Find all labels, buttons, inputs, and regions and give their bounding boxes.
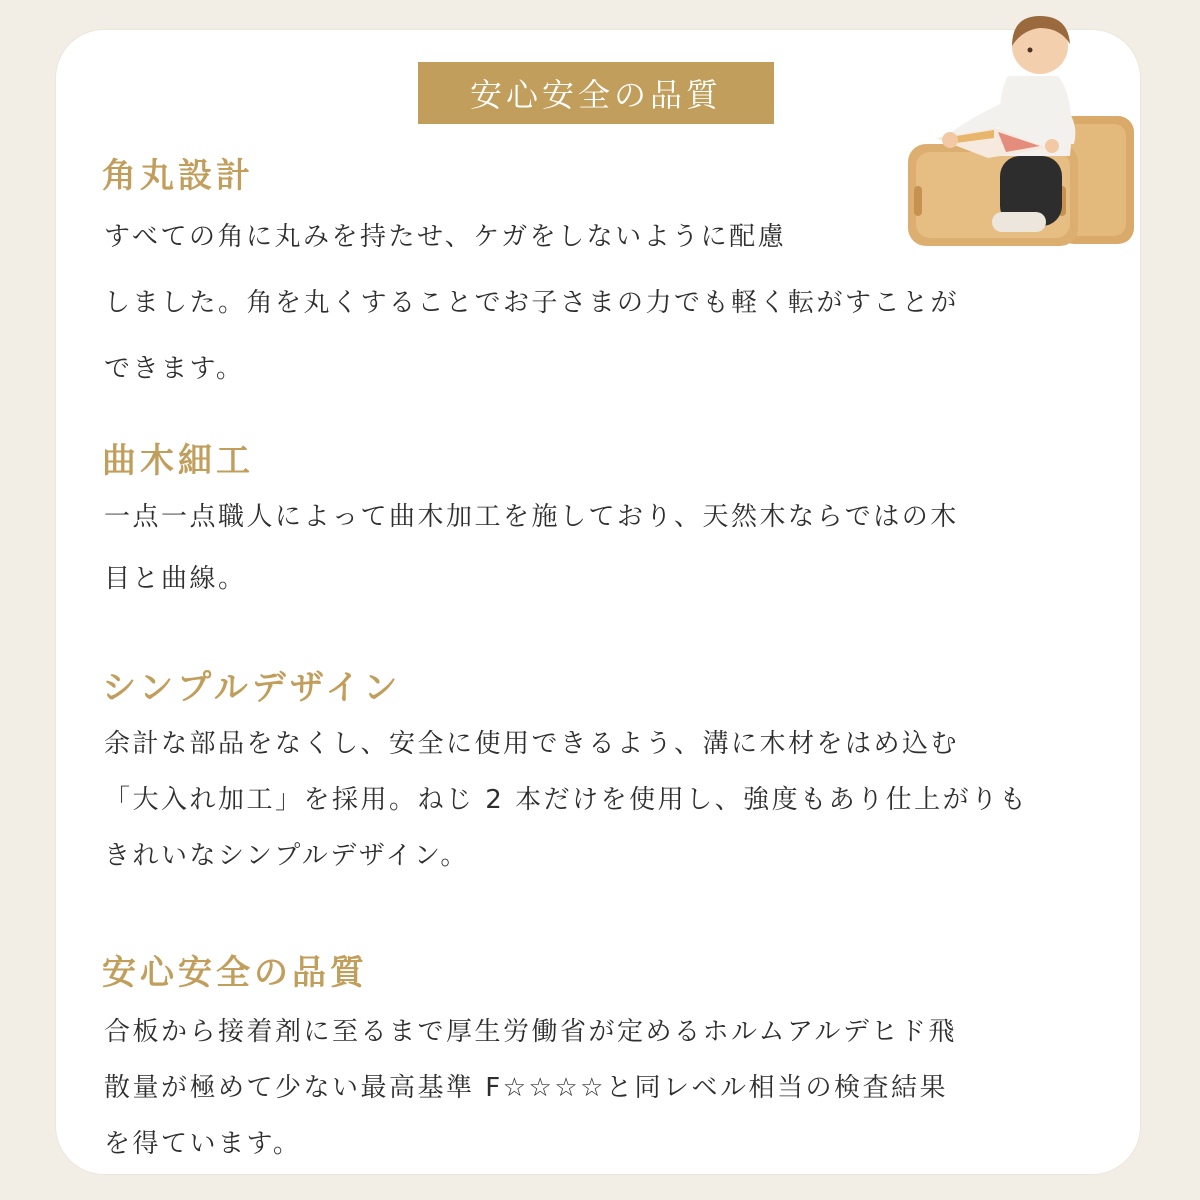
- body-line: 散量が極めて少ない最高基準 F☆☆☆☆と同レベル相当の検査結果: [104, 1073, 948, 1103]
- body-line: 一点一点職人によって曲木加工を施しており、天然木ならではの木: [104, 502, 959, 532]
- section-heading-simple-design: シンプルデザイン: [102, 668, 402, 708]
- body-line: 「大入れ加工」を採用。ねじ 2 本だけを使用し、強度もあり仕上がりも: [104, 785, 1029, 815]
- section-body-bentwood: [104, 486, 1084, 610]
- body-line: しました。角を丸くすることでお子さまの力でも軽く転がすことが: [104, 288, 960, 318]
- body-line: すべての角に丸みを持たせ、ケガをしないように配慮: [104, 222, 787, 252]
- section-heading-safety-quality: 安心安全の品質: [102, 953, 368, 993]
- section-body-round-corners: [104, 204, 1084, 402]
- section-heading-bentwood: 曲木細工: [102, 441, 254, 481]
- body-line: きれいなシンプルデザイン。: [104, 841, 469, 871]
- section-body-safety-quality: [104, 1004, 1084, 1172]
- section-banner: [418, 62, 774, 124]
- body-line: を得ています。: [104, 1129, 302, 1159]
- body-line: 余計な部品をなくし、安全に使用できるよう、溝に木材をはめ込む: [104, 729, 960, 759]
- body-line: 合板から接着剤に至るまで厚生労働省が定めるホルムアルデヒド飛: [104, 1017, 957, 1047]
- banner-title: 安心安全の品質: [469, 76, 722, 114]
- body-line: できます。: [104, 354, 245, 384]
- section-heading-round-corners: 角丸設計: [102, 156, 254, 196]
- section-body-simple-design: [104, 716, 1084, 884]
- body-line: 目と曲線。: [104, 564, 247, 594]
